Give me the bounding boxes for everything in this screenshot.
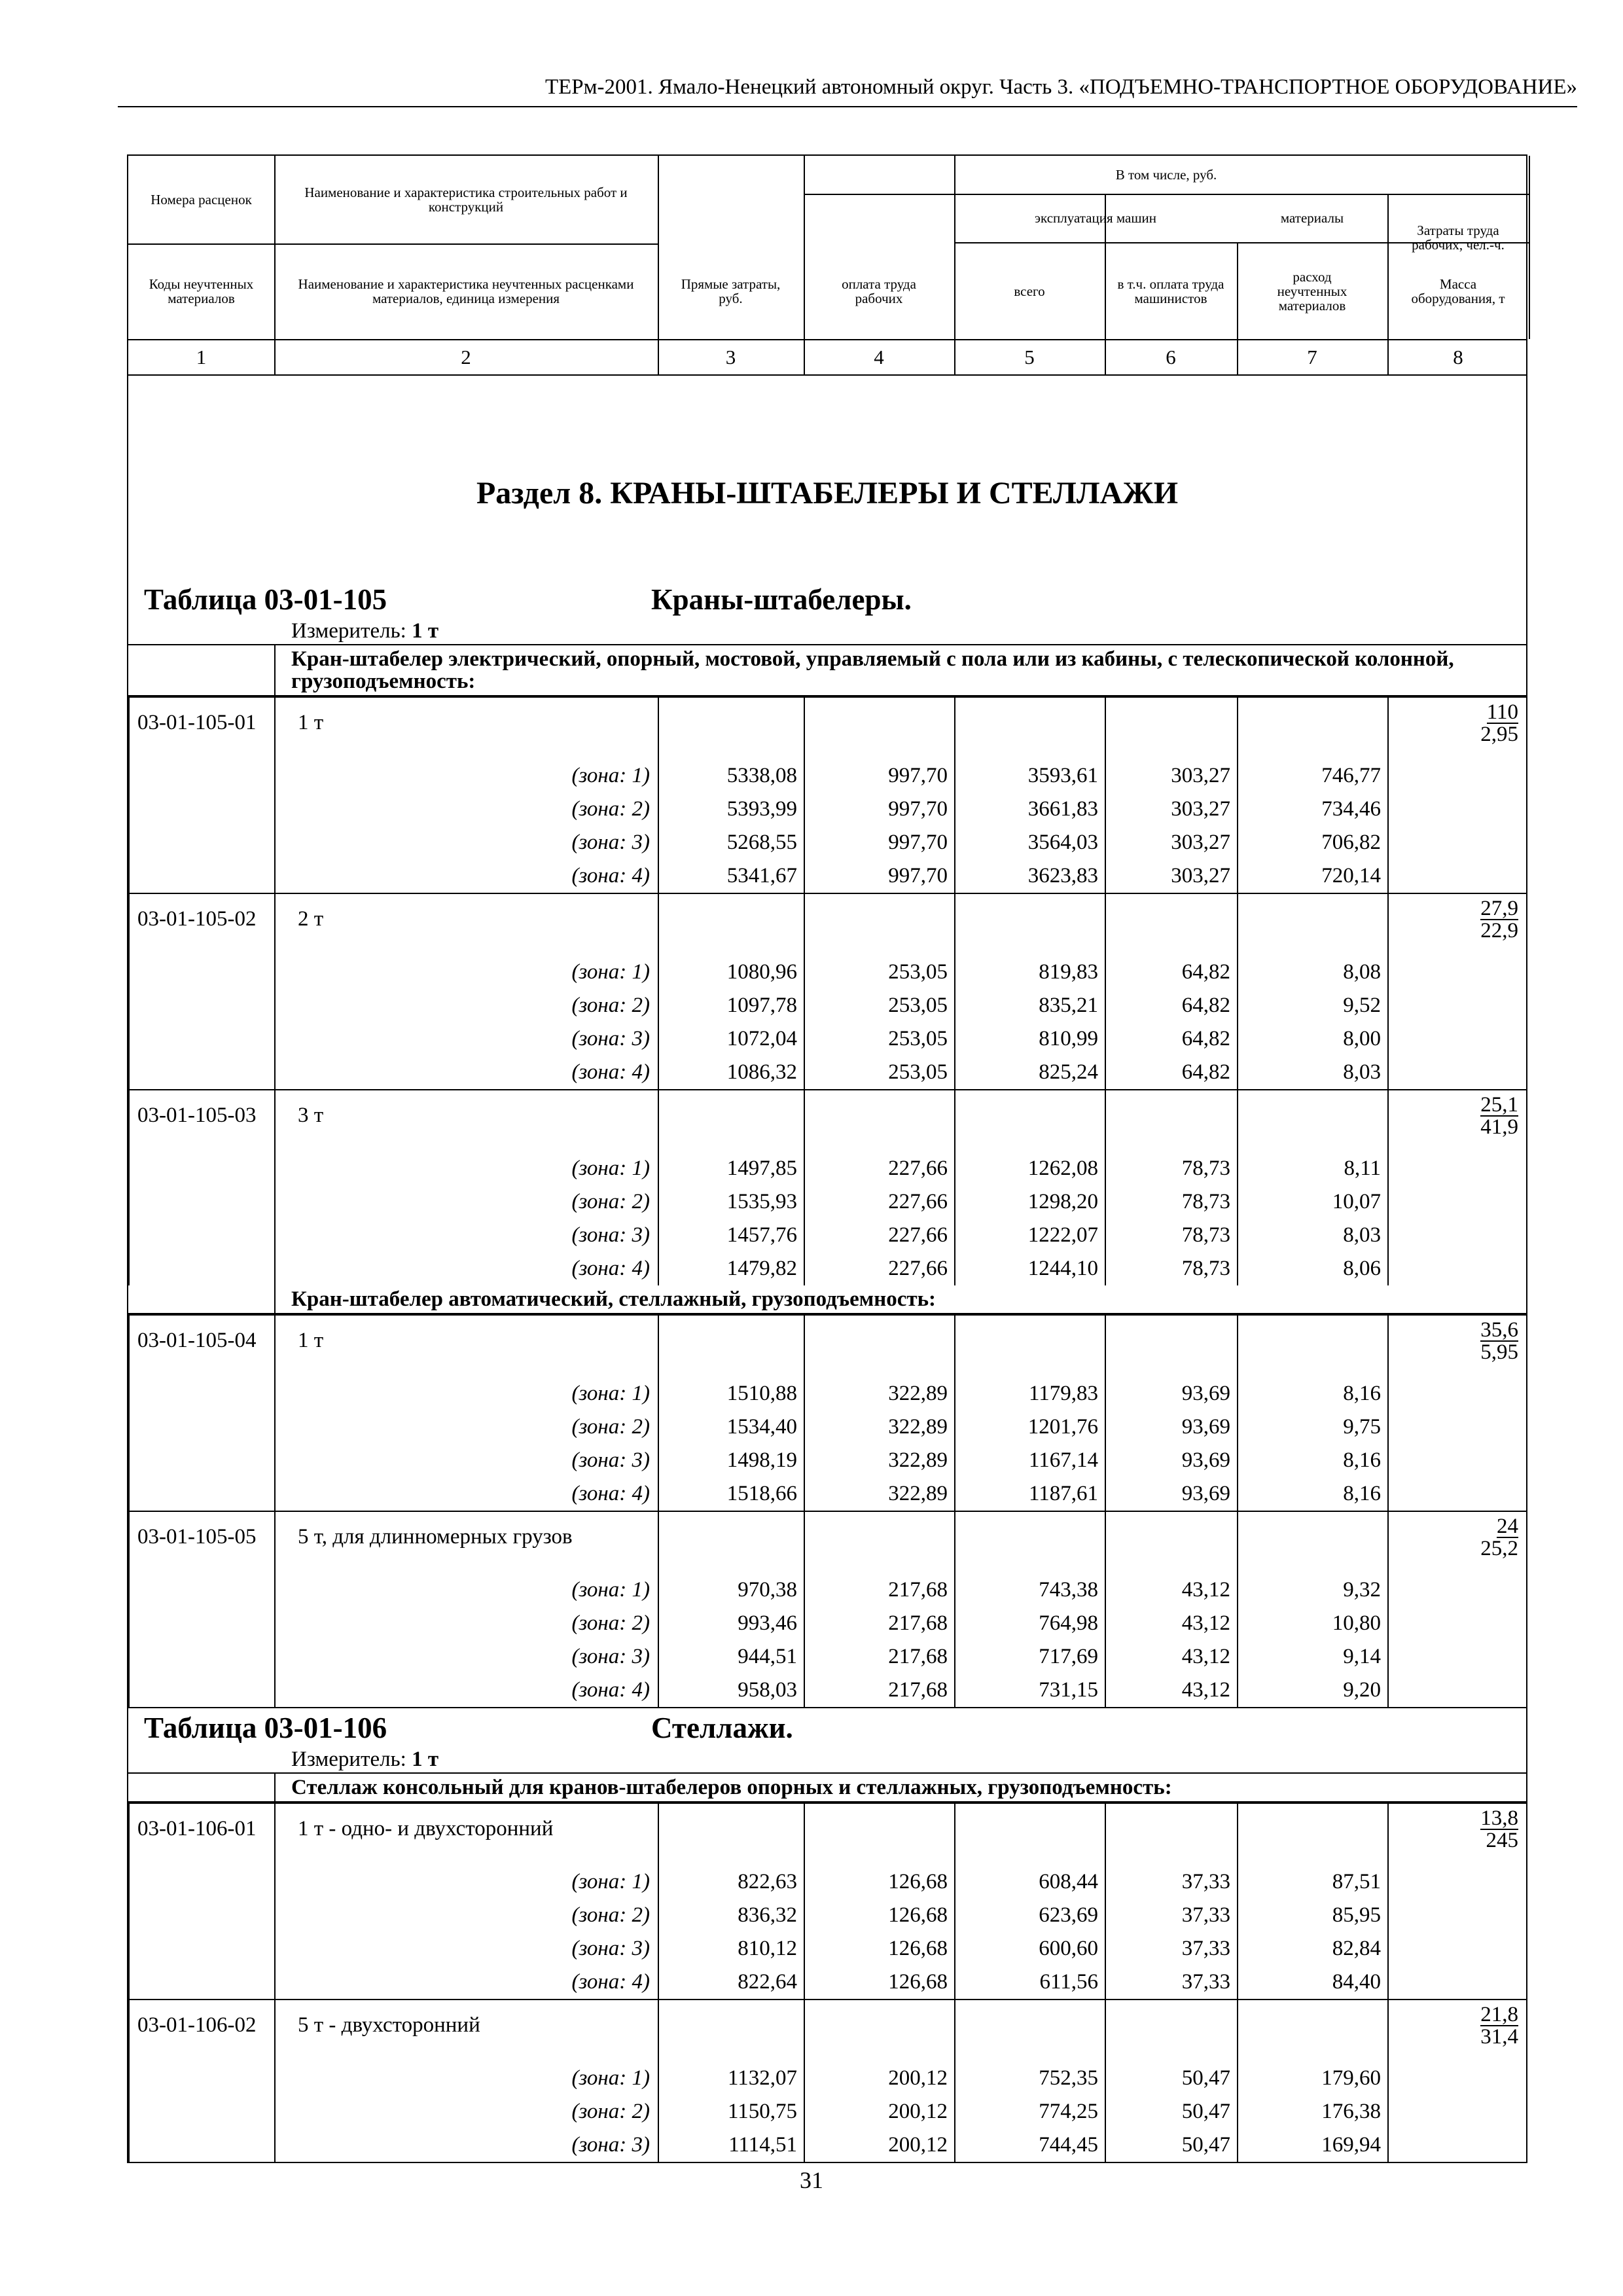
worker-wages: 227,66 xyxy=(804,1252,955,1285)
direct-costs: 836,32 xyxy=(658,1899,804,1932)
group-heading xyxy=(128,1774,1526,1803)
zone-row xyxy=(129,1410,1527,1444)
operator-wages: 303,27 xyxy=(1105,859,1238,893)
table-title: Стеллажи. xyxy=(651,1712,793,1744)
worker-wages: 200,12 xyxy=(804,2095,955,2128)
machines-total: 744,45 xyxy=(955,2128,1105,2162)
direct-costs: 944,51 xyxy=(658,1640,804,1674)
direct-costs: 993,46 xyxy=(658,1607,804,1640)
worker-wages: 322,89 xyxy=(804,1444,955,1477)
labor-value: 25,1 xyxy=(1480,1093,1518,1117)
zone-row xyxy=(129,1607,1527,1640)
meter-value: 1 т xyxy=(412,1748,439,1771)
operator-wages: 78,73 xyxy=(1105,1152,1238,1185)
rate-name: 2 т xyxy=(275,893,658,956)
direct-costs: 1479,82 xyxy=(658,1252,804,1285)
zone-row xyxy=(129,1377,1527,1410)
section-title: Раздел 8. КРАНЫ-ШТАБЕЛЕРЫ И СТЕЛЛАЖИ xyxy=(476,476,1179,511)
tables-container xyxy=(128,580,1526,2162)
column-number: 2 xyxy=(461,346,471,368)
zone-row xyxy=(129,2128,1527,2162)
header-equipment-mass: Масса оборудования, т xyxy=(1411,276,1505,306)
machines-total: 1179,83 xyxy=(955,1377,1105,1410)
direct-costs: 810,12 xyxy=(658,1932,804,1965)
operator-wages: 43,12 xyxy=(1105,1573,1238,1607)
rate-code: 03-01-105-02 xyxy=(129,893,275,1090)
materials-cost: 8,00 xyxy=(1238,1022,1388,1056)
worker-wages: 217,68 xyxy=(804,1674,955,1707)
rate-row xyxy=(129,1511,1527,1573)
operator-wages: 37,33 xyxy=(1105,1865,1238,1899)
materials-cost: 10,07 xyxy=(1238,1185,1388,1219)
direct-costs: 1497,85 xyxy=(658,1152,804,1185)
operator-wages: 78,73 xyxy=(1105,1185,1238,1219)
header-worker-wages: оплата труда рабочих xyxy=(842,276,916,306)
worker-wages: 126,68 xyxy=(804,1899,955,1932)
column-number: 7 xyxy=(1307,346,1317,368)
zone-label: (зона: 2) xyxy=(275,793,658,826)
header-direct-costs: Прямые затраты, руб. xyxy=(681,276,781,306)
zone-row xyxy=(129,859,1527,893)
column-numbers-row xyxy=(128,340,1526,376)
worker-wages: 200,12 xyxy=(804,2128,955,2162)
zone-label: (зона: 3) xyxy=(275,1219,658,1252)
operator-wages: 64,82 xyxy=(1105,1056,1238,1090)
materials-cost: 8,16 xyxy=(1238,1444,1388,1477)
direct-costs: 1510,88 xyxy=(658,1377,804,1410)
materials-cost: 8,03 xyxy=(1238,1219,1388,1252)
materials-cost: 10,80 xyxy=(1238,1607,1388,1640)
zone-row xyxy=(129,1056,1527,1090)
worker-wages: 217,68 xyxy=(804,1573,955,1607)
header-work-name: Наименование и характеристика строительных работ и конструкций xyxy=(304,185,628,215)
direct-costs: 1097,78 xyxy=(658,989,804,1022)
zone-row xyxy=(129,759,1527,793)
column-number: 4 xyxy=(874,346,884,368)
operator-wages: 78,73 xyxy=(1105,1252,1238,1285)
worker-wages: 217,68 xyxy=(804,1640,955,1674)
direct-costs: 1534,40 xyxy=(658,1410,804,1444)
table-heading xyxy=(128,1707,1526,1774)
materials-cost: 8,16 xyxy=(1238,1477,1388,1511)
group-heading-text: Стеллаж консольный для кранов-штабелеров опорных и стеллажных, грузоподъемность: xyxy=(291,1776,1172,1799)
operator-wages: 303,27 xyxy=(1105,759,1238,793)
zone-row xyxy=(129,1674,1527,1707)
machines-total: 819,83 xyxy=(955,956,1105,989)
rate-entry xyxy=(129,1090,1527,1285)
operator-wages: 303,27 xyxy=(1105,826,1238,859)
zone-label: (зона: 1) xyxy=(275,759,658,793)
zone-label: (зона: 4) xyxy=(275,1674,658,1707)
zone-label: (зона: 3) xyxy=(275,1022,658,1056)
zone-row xyxy=(129,1865,1527,1899)
zone-label: (зона: 1) xyxy=(275,1152,658,1185)
direct-costs: 1535,93 xyxy=(658,1185,804,1219)
zone-row xyxy=(129,1899,1527,1932)
worker-wages: 126,68 xyxy=(804,1865,955,1899)
direct-costs: 1457,76 xyxy=(658,1219,804,1252)
rates-document xyxy=(127,154,1527,2163)
mass-value: 5,95 xyxy=(1480,1340,1518,1364)
mass-value: 2,95 xyxy=(1480,723,1518,746)
zone-label: (зона: 4) xyxy=(275,1252,658,1285)
direct-costs: 1498,19 xyxy=(658,1444,804,1477)
machines-total: 3593,61 xyxy=(955,759,1105,793)
materials-cost: 176,38 xyxy=(1238,2095,1388,2128)
rate-code: 03-01-106-02 xyxy=(129,2000,275,2162)
labor-value: 35,6 xyxy=(1480,1318,1518,1342)
rate-row xyxy=(129,2000,1527,2062)
worker-wages: 253,05 xyxy=(804,1056,955,1090)
rate-row xyxy=(129,893,1527,956)
direct-costs: 5393,99 xyxy=(658,793,804,826)
operator-wages: 93,69 xyxy=(1105,1410,1238,1444)
direct-costs: 822,64 xyxy=(658,1965,804,2000)
direct-costs: 1114,51 xyxy=(658,2128,804,2162)
running-head: ТЕРм-2001. Ямало-Ненецкий автономный округ. Часть 3. «ПОДЪЕМНО-ТРАНСПОРТНОЕ ОБОРУДОВАНИЕ» xyxy=(118,71,1577,107)
zone-row xyxy=(129,1573,1527,1607)
zone-label: (зона: 2) xyxy=(275,1607,658,1640)
zone-label: (зона: 3) xyxy=(275,1932,658,1965)
zone-row xyxy=(129,1444,1527,1477)
materials-cost: 9,52 xyxy=(1238,989,1388,1022)
direct-costs: 1086,32 xyxy=(658,1056,804,1090)
header-including: В том числе, руб. xyxy=(1115,167,1217,183)
zone-row xyxy=(129,1152,1527,1185)
worker-wages: 253,05 xyxy=(804,1022,955,1056)
machines-total: 810,99 xyxy=(955,1022,1105,1056)
operator-wages: 37,33 xyxy=(1105,1932,1238,1965)
header-machines: эксплуатация машин xyxy=(1035,210,1156,226)
rates-table xyxy=(128,696,1527,1285)
direct-costs: 1518,66 xyxy=(658,1477,804,1511)
rate-code: 03-01-105-03 xyxy=(129,1090,275,1285)
worker-wages: 253,05 xyxy=(804,956,955,989)
labor-value: 27,9 xyxy=(1480,897,1518,920)
column-number: 1 xyxy=(196,346,207,368)
rate-code: 03-01-106-01 xyxy=(129,1803,275,2000)
rate-code: 03-01-105-05 xyxy=(129,1511,275,1707)
rate-row xyxy=(129,1090,1527,1152)
labor-mass xyxy=(1388,2000,1527,2162)
machines-total: 825,24 xyxy=(955,1056,1105,1090)
mass-value: 31,4 xyxy=(1480,2025,1518,2049)
header-operator-wages: в т.ч. оплата труда машинистов xyxy=(1117,276,1224,306)
direct-costs: 1072,04 xyxy=(658,1022,804,1056)
operator-wages: 50,47 xyxy=(1105,2062,1238,2095)
zone-label: (зона: 4) xyxy=(275,1477,658,1511)
zone-row xyxy=(129,1477,1527,1511)
direct-costs: 970,38 xyxy=(658,1573,804,1607)
machines-total: 1244,10 xyxy=(955,1252,1105,1285)
zone-label: (зона: 2) xyxy=(275,1185,658,1219)
group-heading-text: Кран-штабелер электрический, опорный, мостовой, управляемый с пола или из кабины, с телескопической колонной, грузоподъемность: xyxy=(291,647,1454,693)
mass-value: 22,9 xyxy=(1480,919,1518,942)
rate-name: 1 т xyxy=(275,1315,658,1377)
header-material-codes: Коды неучтенных материалов xyxy=(149,276,254,306)
zone-label: (зона: 3) xyxy=(275,826,658,859)
labor-mass xyxy=(1388,1511,1527,1707)
direct-costs: 1080,96 xyxy=(658,956,804,989)
zone-label: (зона: 1) xyxy=(275,2062,658,2095)
rates-table xyxy=(128,1314,1527,1707)
materials-cost: 706,82 xyxy=(1238,826,1388,859)
worker-wages: 126,68 xyxy=(804,1965,955,2000)
machines-total: 764,98 xyxy=(955,1607,1105,1640)
zone-row xyxy=(129,989,1527,1022)
zone-label: (зона: 4) xyxy=(275,1965,658,2000)
labor-mass xyxy=(1388,1090,1527,1285)
rate-name: 5 т - двухсторонний xyxy=(275,2000,658,2062)
materials-cost: 8,16 xyxy=(1238,1377,1388,1410)
zone-label: (зона: 1) xyxy=(275,1573,658,1607)
mass-value: 25,2 xyxy=(1480,1537,1518,1560)
rate-name: 1 т xyxy=(275,697,658,759)
direct-costs: 5268,55 xyxy=(658,826,804,859)
zone-label: (зона: 3) xyxy=(275,2128,658,2162)
operator-wages: 93,69 xyxy=(1105,1477,1238,1511)
machines-total: 1222,07 xyxy=(955,1219,1105,1252)
zone-row xyxy=(129,1640,1527,1674)
labor-value: 24 xyxy=(1497,1515,1518,1538)
column-number: 3 xyxy=(725,346,736,368)
zone-label: (зона: 2) xyxy=(275,1410,658,1444)
worker-wages: 217,68 xyxy=(804,1607,955,1640)
materials-cost: 82,84 xyxy=(1238,1932,1388,1965)
table-number: Таблица 03-01-106 xyxy=(144,1712,387,1744)
column-number: 5 xyxy=(1024,346,1035,368)
worker-wages: 322,89 xyxy=(804,1377,955,1410)
rate-entry xyxy=(129,1803,1527,2000)
zone-label: (зона: 1) xyxy=(275,1865,658,1899)
worker-wages: 997,70 xyxy=(804,759,955,793)
rate-entry xyxy=(129,697,1527,893)
materials-cost: 169,94 xyxy=(1238,2128,1388,2162)
zone-row xyxy=(129,1185,1527,1219)
materials-cost: 9,32 xyxy=(1238,1573,1388,1607)
zone-row xyxy=(129,1252,1527,1285)
header-material-name: Наименование и характеристика неучтенных расценками материалов, единица измерения xyxy=(298,276,634,306)
labor-mass xyxy=(1388,893,1527,1090)
operator-wages: 303,27 xyxy=(1105,793,1238,826)
operator-wages: 64,82 xyxy=(1105,1022,1238,1056)
machines-total: 3661,83 xyxy=(955,793,1105,826)
page-number: 31 xyxy=(800,2167,823,2193)
rate-row xyxy=(129,697,1527,759)
column-number: 8 xyxy=(1453,346,1463,368)
worker-wages: 227,66 xyxy=(804,1152,955,1185)
operator-wages: 43,12 xyxy=(1105,1640,1238,1674)
rate-row xyxy=(129,1315,1527,1377)
zone-label: (зона: 3) xyxy=(275,1640,658,1674)
rate-entry xyxy=(129,2000,1527,2162)
operator-wages: 78,73 xyxy=(1105,1219,1238,1252)
machines-total: 752,35 xyxy=(955,2062,1105,2095)
direct-costs: 5341,67 xyxy=(658,859,804,893)
materials-cost: 87,51 xyxy=(1238,1865,1388,1899)
column-header xyxy=(128,156,1526,340)
zone-label: (зона: 2) xyxy=(275,989,658,1022)
materials-cost: 734,46 xyxy=(1238,793,1388,826)
column-number: 6 xyxy=(1166,346,1176,368)
labor-mass xyxy=(1388,1803,1527,2000)
rate-name: 1 т - одно- и двухсторонний xyxy=(275,1803,658,1865)
direct-costs: 958,03 xyxy=(658,1674,804,1707)
table-heading xyxy=(128,580,1526,645)
machines-total: 600,60 xyxy=(955,1932,1105,1965)
operator-wages: 93,69 xyxy=(1105,1444,1238,1477)
machines-total: 1201,76 xyxy=(955,1410,1105,1444)
rate-code: 03-01-105-01 xyxy=(129,697,275,893)
section-title-block xyxy=(128,376,1526,580)
zone-label: (зона: 2) xyxy=(275,1899,658,1932)
machines-total: 611,56 xyxy=(955,1965,1105,2000)
mass-value: 41,9 xyxy=(1480,1115,1518,1139)
materials-cost: 8,06 xyxy=(1238,1252,1388,1285)
materials-cost: 8,11 xyxy=(1238,1152,1388,1185)
materials-cost: 84,40 xyxy=(1238,1965,1388,2000)
machines-total: 3564,03 xyxy=(955,826,1105,859)
direct-costs: 822,63 xyxy=(658,1865,804,1899)
rate-code: 03-01-105-04 xyxy=(129,1315,275,1511)
operator-wages: 37,33 xyxy=(1105,1965,1238,2000)
header-machines-total: всего xyxy=(1014,283,1045,299)
worker-wages: 200,12 xyxy=(804,2062,955,2095)
group-heading-text: Кран-штабелер автоматический, стеллажный, грузоподъемность: xyxy=(291,1287,936,1311)
labor-value: 21,8 xyxy=(1480,2003,1518,2026)
table-meter xyxy=(291,1748,438,1772)
operator-wages: 64,82 xyxy=(1105,956,1238,989)
rate-row xyxy=(129,1803,1527,1865)
table-number: Таблица 03-01-105 xyxy=(144,583,387,616)
machines-total: 1187,61 xyxy=(955,1477,1105,1511)
zone-label: (зона: 4) xyxy=(275,859,658,893)
machines-total: 608,44 xyxy=(955,1865,1105,1899)
zone-row xyxy=(129,1022,1527,1056)
zone-label: (зона: 2) xyxy=(275,2095,658,2128)
direct-costs: 5338,08 xyxy=(658,759,804,793)
worker-wages: 322,89 xyxy=(804,1477,955,1511)
machines-total: 1167,14 xyxy=(955,1444,1105,1477)
operator-wages: 64,82 xyxy=(1105,989,1238,1022)
materials-cost: 9,20 xyxy=(1238,1674,1388,1707)
worker-wages: 227,66 xyxy=(804,1219,955,1252)
operator-wages: 50,47 xyxy=(1105,2095,1238,2128)
worker-wages: 997,70 xyxy=(804,826,955,859)
machines-total: 3623,83 xyxy=(955,859,1105,893)
machines-total: 1262,08 xyxy=(955,1152,1105,1185)
worker-wages: 997,70 xyxy=(804,793,955,826)
operator-wages: 93,69 xyxy=(1105,1377,1238,1410)
table-title: Краны-штабелеры. xyxy=(651,583,912,616)
rate-name: 5 т, для длинномерных грузов xyxy=(275,1511,658,1573)
worker-wages: 997,70 xyxy=(804,859,955,893)
materials-cost: 9,75 xyxy=(1238,1410,1388,1444)
worker-wages: 126,68 xyxy=(804,1932,955,1965)
header-labor-costs: Затраты труда рабочих, чел.-ч. xyxy=(1412,223,1505,253)
materials-cost: 720,14 xyxy=(1238,859,1388,893)
header-unaccounted-materials: расход неучтенных материалов xyxy=(1277,269,1347,314)
mass-value: 245 xyxy=(1486,1829,1518,1852)
machines-total: 835,21 xyxy=(955,989,1105,1022)
rate-entry xyxy=(129,893,1527,1090)
zone-row xyxy=(129,2062,1527,2095)
materials-cost: 85,95 xyxy=(1238,1899,1388,1932)
group-heading xyxy=(128,1285,1526,1314)
rates-table xyxy=(128,1803,1527,2162)
zone-row xyxy=(129,2095,1527,2128)
header-rate-numbers: Номера расценок xyxy=(151,192,252,207)
materials-cost: 8,08 xyxy=(1238,956,1388,989)
worker-wages: 322,89 xyxy=(804,1410,955,1444)
materials-cost: 746,77 xyxy=(1238,759,1388,793)
labor-mass xyxy=(1388,697,1527,893)
machines-total: 1298,20 xyxy=(955,1185,1105,1219)
meter-label: Измеритель: xyxy=(291,1748,406,1771)
machines-total: 623,69 xyxy=(955,1899,1105,1932)
machines-total: 774,25 xyxy=(955,2095,1105,2128)
zone-label: (зона: 3) xyxy=(275,1444,658,1477)
operator-wages: 43,12 xyxy=(1105,1607,1238,1640)
operator-wages: 37,33 xyxy=(1105,1899,1238,1932)
labor-mass xyxy=(1388,1315,1527,1511)
header-materials: материалы xyxy=(1280,210,1344,226)
rate-entry xyxy=(129,1511,1527,1707)
worker-wages: 227,66 xyxy=(804,1185,955,1219)
machines-total: 731,15 xyxy=(955,1674,1105,1707)
meter-label: Измеритель: xyxy=(291,619,406,643)
labor-value: 110 xyxy=(1486,700,1518,724)
zone-row xyxy=(129,1965,1527,2000)
zone-row xyxy=(129,1219,1527,1252)
machines-total: 743,38 xyxy=(955,1573,1105,1607)
zone-label: (зона: 1) xyxy=(275,1377,658,1410)
materials-cost: 9,14 xyxy=(1238,1640,1388,1674)
zone-label: (зона: 4) xyxy=(275,1056,658,1090)
rate-name: 3 т xyxy=(275,1090,658,1152)
operator-wages: 43,12 xyxy=(1105,1674,1238,1707)
meter-value: 1 т xyxy=(412,619,439,643)
zone-row xyxy=(129,793,1527,826)
zone-row xyxy=(129,826,1527,859)
labor-value: 13,8 xyxy=(1480,1806,1518,1830)
group-heading xyxy=(128,645,1526,696)
rate-entry xyxy=(129,1315,1527,1511)
zone-label: (зона: 1) xyxy=(275,956,658,989)
zone-row xyxy=(129,956,1527,989)
direct-costs: 1150,75 xyxy=(658,2095,804,2128)
machines-total: 717,69 xyxy=(955,1640,1105,1674)
direct-costs: 1132,07 xyxy=(658,2062,804,2095)
zone-row xyxy=(129,1932,1527,1965)
materials-cost: 179,60 xyxy=(1238,2062,1388,2095)
worker-wages: 253,05 xyxy=(804,989,955,1022)
operator-wages: 50,47 xyxy=(1105,2128,1238,2162)
table-meter xyxy=(291,619,438,643)
materials-cost: 8,03 xyxy=(1238,1056,1388,1090)
